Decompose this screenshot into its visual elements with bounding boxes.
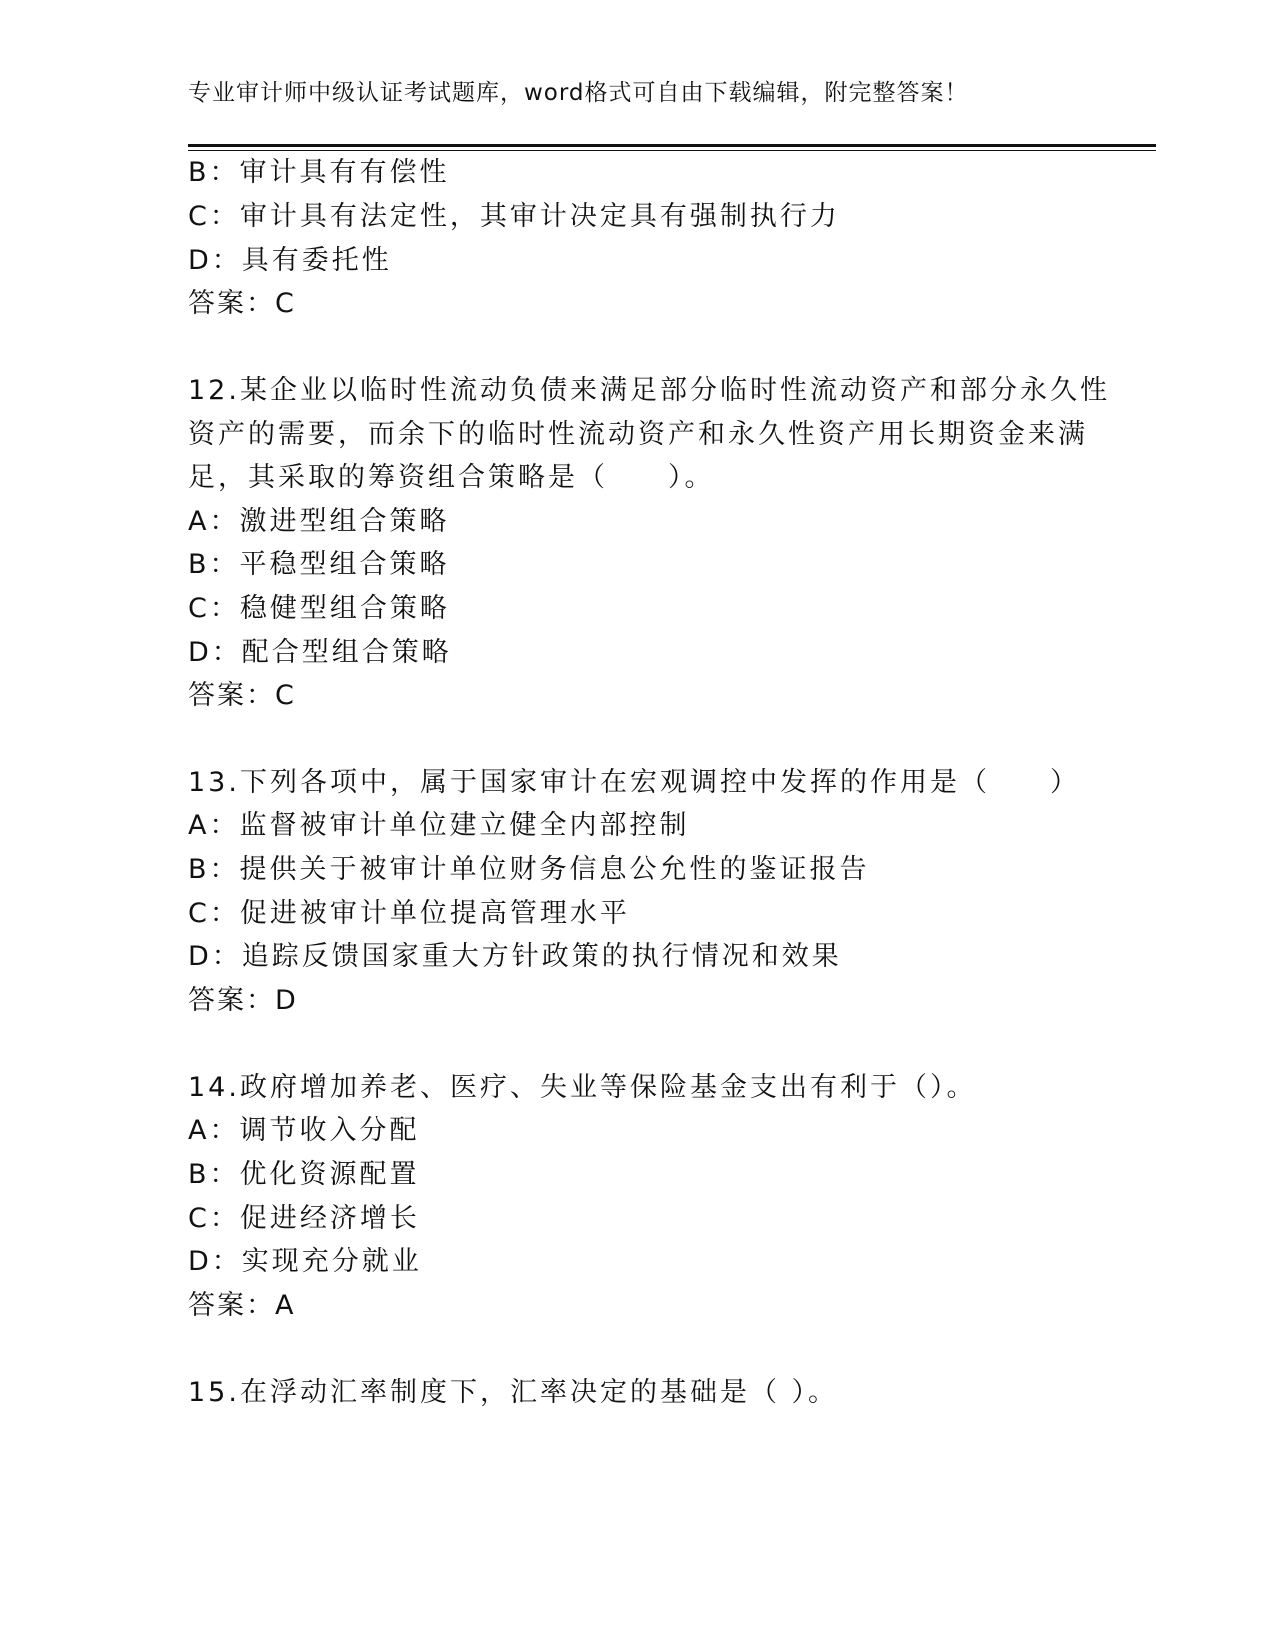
header-divider <box>188 144 1156 147</box>
answer-value: C <box>275 680 294 711</box>
q13-option-a: A：监督被审计单位建立健全内部控制 <box>188 810 690 841</box>
q13-option-b: B：提供关于被审计单位财务信息公允性的鉴证报告 <box>188 854 870 885</box>
q12-option-d: D：配合型组合策略 <box>188 637 452 668</box>
answer-label: 答案： <box>188 985 275 1016</box>
page-header: 专业审计师中级认证考试题库，word格式可自由下载编辑，附完整答案！ <box>188 80 969 106</box>
header-divider-thin <box>188 150 1156 151</box>
q14-stem-line-1: 14.政府增加养老、医疗、失业等保险基金支出有利于（）。 <box>188 1072 977 1103</box>
answer-label: 答案： <box>188 680 275 711</box>
q12-stem-line-1: 12.某企业以临时性流动负债来满足部分临时性流动资产和部分永久性 <box>188 375 1110 406</box>
answer-value: A <box>275 1290 294 1321</box>
q11-option-b: B：审计具有有偿性 <box>188 157 450 188</box>
q11-answer <box>188 290 294 317</box>
q14-answer <box>188 1292 293 1319</box>
q12-option-b: B：平稳型组合策略 <box>188 549 450 580</box>
answer-label: 答案： <box>188 288 275 319</box>
answer-label: 答案： <box>188 1290 275 1321</box>
answer-value: D <box>275 985 296 1016</box>
q14-option-b: B：优化资源配置 <box>188 1159 420 1190</box>
q14-option-c: C：促进经济增长 <box>188 1203 420 1234</box>
q12-stem-line-3: 足，其采取的筹资组合策略是（ ）。 <box>188 462 715 493</box>
q14-option-d: D：实现充分就业 <box>188 1246 422 1277</box>
q12-option-a: A：激进型组合策略 <box>188 506 450 537</box>
q13-option-c: C：促进被审计单位提高管理水平 <box>188 898 630 929</box>
q14-option-a: A：调节收入分配 <box>188 1115 420 1146</box>
answer-value: C <box>275 288 294 319</box>
q13-answer <box>188 987 296 1014</box>
q11-option-d: D：具有委托性 <box>188 245 392 276</box>
q15-stem-line-1: 15.在浮动汇率制度下，汇率决定的基础是（ ）。 <box>188 1377 839 1408</box>
q13-option-d: D：追踪反馈国家重大方针政策的执行情况和效果 <box>188 941 842 972</box>
q13-stem-line-1: 13.下列各项中，属于国家审计在宏观调控中发挥的作用是（ ） <box>188 767 1080 798</box>
q12-answer <box>188 682 294 709</box>
q11-option-c: C：审计具有法定性，其审计决定具有强制执行力 <box>188 201 840 232</box>
q12-stem-line-2: 资产的需要，而余下的临时性流动资产和永久性资产用长期资金来满 <box>188 419 1088 450</box>
q12-option-c: C：稳健型组合策略 <box>188 593 450 624</box>
